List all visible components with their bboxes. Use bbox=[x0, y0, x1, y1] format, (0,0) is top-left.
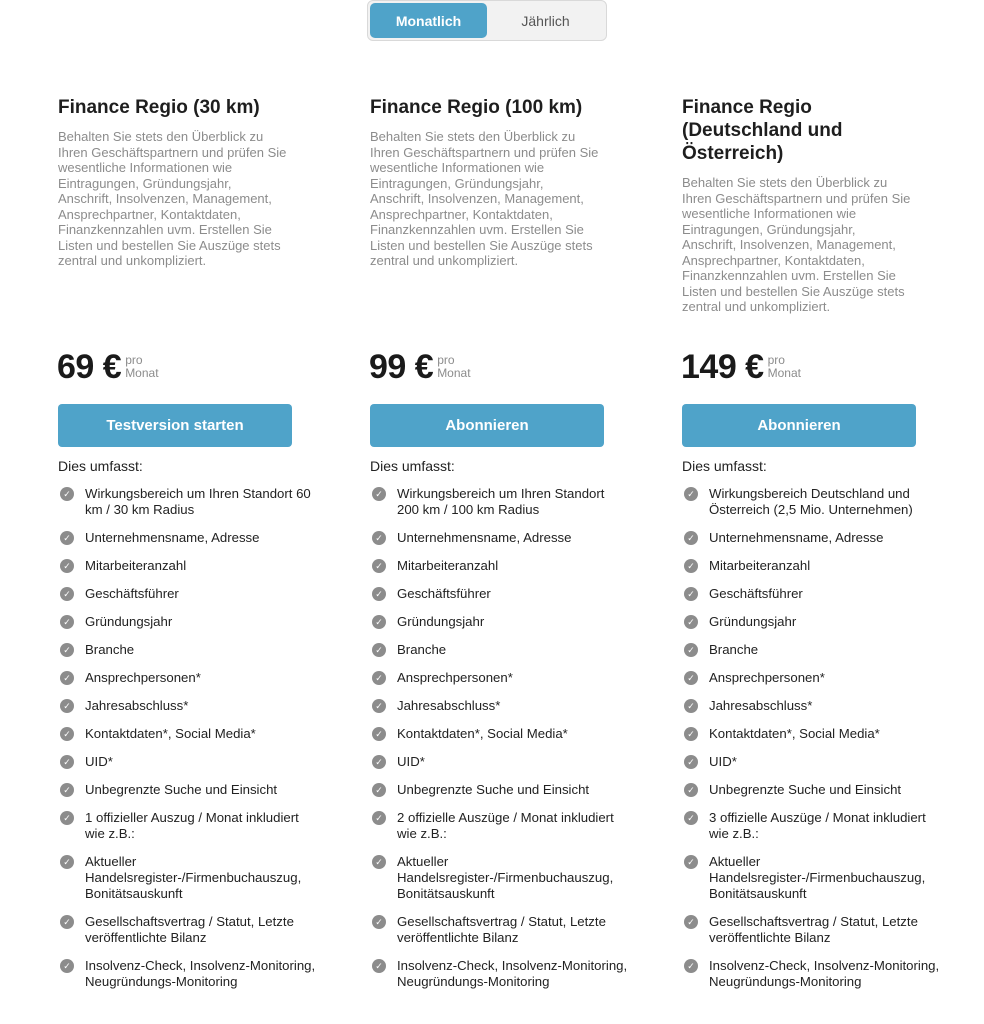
feature-text: Geschäftsführer bbox=[709, 586, 803, 601]
plan-description: Behalten Sie stets den Überblick zu Ihren Geschäftspartnern und prüfen Sie wesentliche Informationen wie Eintragungen, Gründungsjahr, Anschrift, Insolvenzen, Management, Ansprechpartner, Kontaktdaten, Finanzkennzahlen uvm. Erstellen Sie Listen und bestellen Sie Auszüge stets zentral und unkompliziert. bbox=[682, 175, 911, 314]
check-circle-icon: ✓ bbox=[684, 727, 698, 741]
feature-item bbox=[682, 914, 942, 946]
feature-item bbox=[682, 486, 942, 518]
feature-text: 1 offizieller Auszug / Monat inkludiert wie z.B.: bbox=[85, 810, 299, 841]
check-circle-icon: ✓ bbox=[60, 559, 74, 573]
check-circle-icon: ✓ bbox=[60, 587, 74, 601]
feature-text: Gesellschaftsvertrag / Statut, Letzte veröffentlichte Bilanz bbox=[709, 914, 918, 945]
feature-text: Ansprechpersonen* bbox=[397, 670, 513, 685]
plan-price bbox=[369, 348, 471, 386]
feature-text: Jahresabschluss* bbox=[397, 698, 501, 713]
feature-item bbox=[370, 530, 630, 546]
check-circle-icon: ✓ bbox=[60, 699, 74, 713]
check-circle-icon: ✓ bbox=[60, 915, 74, 929]
feature-text: Aktueller Handelsregister-/Firmenbuchauszug, Bonitätsauskunft bbox=[85, 854, 302, 901]
check-circle-icon: ✓ bbox=[60, 783, 74, 797]
feature-text: 3 offizielle Auszüge / Monat inkludiert wie z.B.: bbox=[709, 810, 926, 841]
feature-item bbox=[58, 642, 318, 658]
toggle-yearly-button[interactable]: Jährlich bbox=[487, 3, 604, 38]
check-circle-icon: ✓ bbox=[684, 855, 698, 869]
feature-text: Aktueller Handelsregister-/Firmenbuchauszug, Bonitätsauskunft bbox=[709, 854, 926, 901]
feature-text: Wirkungsbereich um Ihren Standort 60 km / 30 km Radius bbox=[85, 486, 311, 517]
price-unit-monat: Monat bbox=[767, 366, 801, 380]
feature-item bbox=[682, 698, 942, 714]
feature-item bbox=[370, 914, 630, 946]
price-unit-pro: pro bbox=[125, 353, 143, 367]
check-circle-icon: ✓ bbox=[684, 643, 698, 657]
check-circle-icon: ✓ bbox=[684, 615, 698, 629]
check-circle-icon: ✓ bbox=[684, 671, 698, 685]
feature-text: Ansprechpersonen* bbox=[709, 670, 825, 685]
billing-toggle bbox=[367, 0, 607, 41]
feature-text: Insolvenz-Check, Insolvenz-Monitoring, Neugründungs-Monitoring bbox=[85, 958, 316, 989]
check-circle-icon: ✓ bbox=[372, 699, 386, 713]
check-circle-icon: ✓ bbox=[684, 783, 698, 797]
check-circle-icon: ✓ bbox=[60, 643, 74, 657]
feature-item bbox=[370, 558, 630, 574]
plan-title: Finance Regio (100 km) bbox=[370, 97, 583, 118]
plan-description: Behalten Sie stets den Überblick zu Ihren Geschäftspartnern und prüfen Sie wesentliche Informationen wie Eintragungen, Gründungsjahr, Anschrift, Insolvenzen, Management, Ansprechpartner, Kontaktdaten, Finanzkennzahlen uvm. Erstellen Sie Listen und bestellen Sie Auszüge stets zentral und unkompliziert. bbox=[370, 129, 599, 268]
feature-text: Unbegrenzte Suche und Einsicht bbox=[709, 782, 902, 797]
feature-text: Wirkungsbereich um Ihren Standort 200 km / 100 km Radius bbox=[397, 486, 605, 517]
feature-text: Insolvenz-Check, Insolvenz-Monitoring, Neugründungs-Monitoring bbox=[397, 958, 628, 989]
plan-description: Behalten Sie stets den Überblick zu Ihren Geschäftspartnern und prüfen Sie wesentliche Informationen wie Eintragungen, Gründungsjahr, Anschrift, Insolvenzen, Management, Ansprechpartner, Kontaktdaten, Finanzkennzahlen uvm. Erstellen Sie Listen und bestellen Sie Auszüge stets zentral und unkompliziert. bbox=[58, 129, 287, 268]
feature-item bbox=[58, 914, 318, 946]
feature-item bbox=[58, 558, 318, 574]
feature-item bbox=[682, 782, 942, 798]
feature-item bbox=[682, 530, 942, 546]
feature-item bbox=[58, 754, 318, 770]
feature-item bbox=[682, 726, 942, 742]
includes-label: Dies umfasst: bbox=[370, 458, 455, 474]
plan-card-30km bbox=[58, 96, 348, 269]
plan-card-100km bbox=[370, 96, 660, 269]
price-unit-monat: Monat bbox=[437, 366, 471, 380]
check-circle-icon: ✓ bbox=[372, 615, 386, 629]
feature-item bbox=[682, 642, 942, 658]
feature-item bbox=[58, 614, 318, 630]
feature-text: Mitarbeiteranzahl bbox=[85, 558, 187, 573]
feature-item bbox=[370, 670, 630, 686]
check-circle-icon: ✓ bbox=[372, 915, 386, 929]
feature-item bbox=[370, 698, 630, 714]
feature-item bbox=[682, 586, 942, 602]
check-circle-icon: ✓ bbox=[684, 755, 698, 769]
feature-text: UID* bbox=[397, 754, 425, 769]
feature-text: Kontaktdaten*, Social Media* bbox=[397, 726, 568, 741]
feature-text: Unbegrenzte Suche und Einsicht bbox=[85, 782, 278, 797]
price-amount: 69 € bbox=[57, 348, 122, 386]
feature-item bbox=[682, 810, 942, 842]
check-circle-icon: ✓ bbox=[372, 755, 386, 769]
feature-item bbox=[370, 782, 630, 798]
feature-text: Kontaktdaten*, Social Media* bbox=[85, 726, 256, 741]
feature-text: Mitarbeiteranzahl bbox=[709, 558, 811, 573]
feature-item bbox=[58, 782, 318, 798]
check-circle-icon: ✓ bbox=[684, 915, 698, 929]
check-circle-icon: ✓ bbox=[372, 531, 386, 545]
feature-item bbox=[58, 854, 318, 902]
check-circle-icon: ✓ bbox=[684, 559, 698, 573]
feature-item bbox=[58, 486, 318, 518]
plan-price bbox=[681, 348, 801, 386]
check-circle-icon: ✓ bbox=[372, 959, 386, 973]
check-circle-icon: ✓ bbox=[372, 559, 386, 573]
check-circle-icon: ✓ bbox=[372, 783, 386, 797]
price-unit-monat: Monat bbox=[125, 366, 159, 380]
feature-text: 2 offizielle Auszüge / Monat inkludiert wie z.B.: bbox=[397, 810, 614, 841]
check-circle-icon: ✓ bbox=[684, 487, 698, 501]
feature-text: Unbegrenzte Suche und Einsicht bbox=[397, 782, 590, 797]
feature-text: Gründungsjahr bbox=[709, 614, 797, 629]
feature-item bbox=[370, 854, 630, 902]
feature-item bbox=[58, 586, 318, 602]
feature-text: Gesellschaftsvertrag / Statut, Letzte veröffentlichte Bilanz bbox=[85, 914, 294, 945]
feature-item bbox=[682, 958, 942, 990]
feature-text: Mitarbeiteranzahl bbox=[397, 558, 499, 573]
feature-text: Wirkungsbereich Deutschland und Österreich (2,5 Mio. Unternehmen) bbox=[709, 486, 913, 517]
feature-item bbox=[370, 810, 630, 842]
feature-list bbox=[370, 486, 630, 1002]
feature-item bbox=[58, 698, 318, 714]
feature-item bbox=[682, 558, 942, 574]
subscribe-button[interactable]: Abonnieren bbox=[370, 404, 604, 447]
check-circle-icon: ✓ bbox=[60, 855, 74, 869]
feature-item bbox=[682, 670, 942, 686]
price-amount: 149 € bbox=[681, 348, 764, 386]
check-circle-icon: ✓ bbox=[60, 811, 74, 825]
subscribe-button[interactable]: Abonnieren bbox=[682, 404, 916, 447]
feature-item bbox=[682, 854, 942, 902]
feature-text: Jahresabschluss* bbox=[85, 698, 189, 713]
feature-item bbox=[370, 754, 630, 770]
check-circle-icon: ✓ bbox=[60, 487, 74, 501]
feature-item bbox=[370, 614, 630, 630]
feature-item bbox=[58, 958, 318, 990]
feature-item bbox=[682, 614, 942, 630]
plan-card-dach bbox=[682, 96, 972, 315]
includes-label: Dies umfasst: bbox=[682, 458, 767, 474]
price-unit bbox=[768, 354, 801, 380]
includes-label: Dies umfasst: bbox=[58, 458, 143, 474]
check-circle-icon: ✓ bbox=[684, 811, 698, 825]
feature-item bbox=[370, 586, 630, 602]
feature-item bbox=[58, 726, 318, 742]
price-unit-pro: pro bbox=[767, 353, 785, 367]
check-circle-icon: ✓ bbox=[372, 811, 386, 825]
feature-text: UID* bbox=[85, 754, 113, 769]
feature-item bbox=[682, 754, 942, 770]
feature-text: Insolvenz-Check, Insolvenz-Monitoring, Neugründungs-Monitoring bbox=[709, 958, 940, 989]
check-circle-icon: ✓ bbox=[372, 643, 386, 657]
feature-item bbox=[370, 958, 630, 990]
feature-text: Unternehmensname, Adresse bbox=[709, 530, 884, 545]
check-circle-icon: ✓ bbox=[372, 727, 386, 741]
check-circle-icon: ✓ bbox=[60, 959, 74, 973]
check-circle-icon: ✓ bbox=[684, 699, 698, 713]
check-circle-icon: ✓ bbox=[60, 755, 74, 769]
toggle-monthly-button[interactable]: Monatlich bbox=[370, 3, 487, 38]
feature-text: Unternehmensname, Adresse bbox=[85, 530, 260, 545]
feature-item bbox=[370, 726, 630, 742]
check-circle-icon: ✓ bbox=[60, 531, 74, 545]
start-trial-button[interactable]: Testversion starten bbox=[58, 404, 292, 447]
feature-item bbox=[58, 670, 318, 686]
feature-text: Unternehmensname, Adresse bbox=[397, 530, 572, 545]
feature-text: UID* bbox=[709, 754, 737, 769]
feature-text: Gründungsjahr bbox=[397, 614, 485, 629]
feature-text: Kontaktdaten*, Social Media* bbox=[709, 726, 880, 741]
feature-text: Branche bbox=[709, 642, 759, 657]
feature-text: Aktueller Handelsregister-/Firmenbuchauszug, Bonitätsauskunft bbox=[397, 854, 614, 901]
check-circle-icon: ✓ bbox=[60, 615, 74, 629]
check-circle-icon: ✓ bbox=[372, 671, 386, 685]
check-circle-icon: ✓ bbox=[372, 587, 386, 601]
check-circle-icon: ✓ bbox=[684, 531, 698, 545]
feature-item bbox=[370, 486, 630, 518]
plan-title: Finance Regio (30 km) bbox=[58, 97, 260, 118]
feature-item bbox=[58, 810, 318, 842]
feature-text: Gründungsjahr bbox=[85, 614, 173, 629]
price-unit-pro: pro bbox=[437, 353, 455, 367]
check-circle-icon: ✓ bbox=[60, 671, 74, 685]
feature-text: Geschäftsführer bbox=[397, 586, 491, 601]
feature-text: Ansprechpersonen* bbox=[85, 670, 201, 685]
feature-item bbox=[58, 530, 318, 546]
plan-title: Finance Regio (Deutschland und Österreich) bbox=[682, 97, 843, 164]
feature-text: Geschäftsführer bbox=[85, 586, 179, 601]
feature-text: Gesellschaftsvertrag / Statut, Letzte veröffentlichte Bilanz bbox=[397, 914, 606, 945]
feature-list bbox=[58, 486, 318, 1002]
check-circle-icon: ✓ bbox=[684, 587, 698, 601]
plan-price bbox=[57, 348, 159, 386]
price-unit bbox=[125, 354, 158, 380]
check-circle-icon: ✓ bbox=[372, 855, 386, 869]
feature-text: Branche bbox=[397, 642, 447, 657]
check-circle-icon: ✓ bbox=[372, 487, 386, 501]
feature-list bbox=[682, 486, 942, 1002]
price-unit bbox=[437, 354, 470, 380]
feature-item bbox=[370, 642, 630, 658]
feature-text: Jahresabschluss* bbox=[709, 698, 813, 713]
feature-text: Branche bbox=[85, 642, 135, 657]
check-circle-icon: ✓ bbox=[684, 959, 698, 973]
price-amount: 99 € bbox=[369, 348, 434, 386]
check-circle-icon: ✓ bbox=[60, 727, 74, 741]
